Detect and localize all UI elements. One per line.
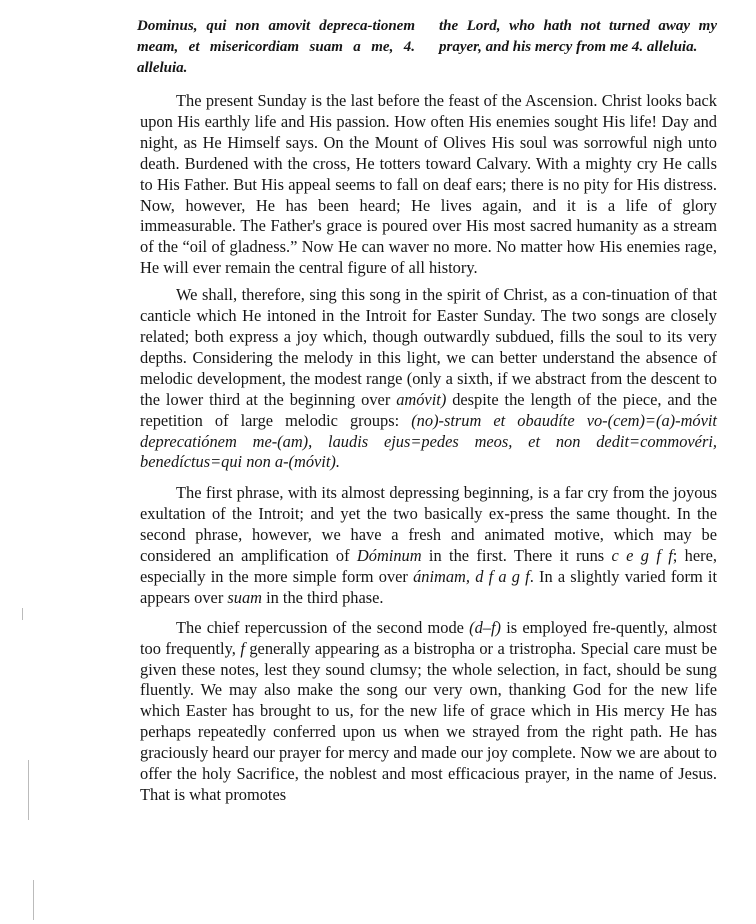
scan-mark <box>28 760 29 820</box>
paragraph-text: The first phrase, with its almost depressing beginning, is a far cry from the joyous exultation of the Introit; and yet the two basically ex-press the same thought. In the second phrase, however, we have a fresh and animated motive, which may be considered an amplification of <box>140 483 717 566</box>
paragraph-text: despite the length of the piece, and the repetition of large melodic groups: <box>140 389 717 430</box>
note-letter: f <box>240 638 245 658</box>
latin-column: Dominus, qui non amovit depreca-tionem meam, et misericordiam suam a me, 4. alleluia. <box>137 18 415 76</box>
paragraph-spirit-of-christ <box>140 285 717 473</box>
paragraph-text: in the third phase. <box>261 587 384 607</box>
latin-term: Dóminum <box>356 546 422 566</box>
english-column: the Lord, who hath not turned away my prayer, and his mercy from me 4. alleluia. <box>439 18 717 55</box>
note-sequence: c e g f f <box>611 546 673 566</box>
paragraph-text: generally appearing as a bistropha or a tristropha. Special care must be given these notes, lest they sound clumsy; the whole selection, in fact, should be sung fluently. We may also make the song our very own, thanking God for the new life which Easter has brought to us, for the new life of grace which in His mercy He has perhaps repeatedly conferred upon us when we strayed from the right path. He has graciously heard our prayer for mercy and made our joy complete. Now we are about to offer the holy Sacrifice, the noblest and most efficacious prayer, in the name of Jesus. That is what promotes <box>140 638 717 804</box>
paragraph-text: ; here, especially in the more simple form over <box>140 546 717 586</box>
note-range: (d–f) <box>469 617 502 637</box>
latin-term: suam <box>227 587 262 607</box>
paragraph-second-mode <box>140 618 717 806</box>
paragraph-first-phrase <box>140 483 717 608</box>
paragraph-text: in the first. There it runs <box>421 546 612 566</box>
latin-examples: (no)-strum et obaudíte vo-(cem)=(a)-móvit deprecatiónem me-(am), laudis ejus=pedes meos, et non dedit=commovéri, benedíctus=qui non a-(móvit). <box>140 410 717 472</box>
paragraph-ascension: The present Sunday is the last before the feast of the Ascension. Christ looks back upon His earthly life and His passion. How often His enemies sought His life! Day and night, as He Himself says. On the Mount of Olives His soul was sorrowful nigh unto death. Burdened with the cross, He totters toward Calvary. With a mighty cry He calls to His Father. But His appeal seems to fall on deaf ears; there is no pity for His distress. Now, however, He has been heard; He lives again, and it is a life of glory immeasurable. The Father's grace is poured over His most sacred humanity as a stream of the “oil of gladness.” Now He can waver no more. No matter how His enemies rage, He will ever remain the central figure of all history. <box>140 91 717 278</box>
paragraph-text: The chief repercussion of the second mode <box>176 617 470 637</box>
note-sequence: ánimam, d f a g f <box>413 566 530 586</box>
commentary <box>140 91 717 812</box>
paragraph-text: We shall, therefore, sing this song in the spirit of Christ, as a con-tinuation of that canticle which He intoned in the Introit for Easter Sunday. The two songs are closely related; both express a joy which, though outwardly subdued, fills the soul to its very depths. Considering the melody in this light, we can better understand the absence of melodic development, the modest range (only a sixth, if we abstract from the descent to the lower third at the beginning over <box>140 285 717 409</box>
paragraph-text: . In a slightly varied form it appears over <box>140 566 718 607</box>
paragraph-text: is employed fre-quently, almost too frequently, <box>140 617 717 658</box>
scan-mark <box>22 608 23 620</box>
scan-mark <box>33 880 34 920</box>
latin-term: amóvit) <box>396 389 447 409</box>
parallel-text <box>137 16 717 79</box>
